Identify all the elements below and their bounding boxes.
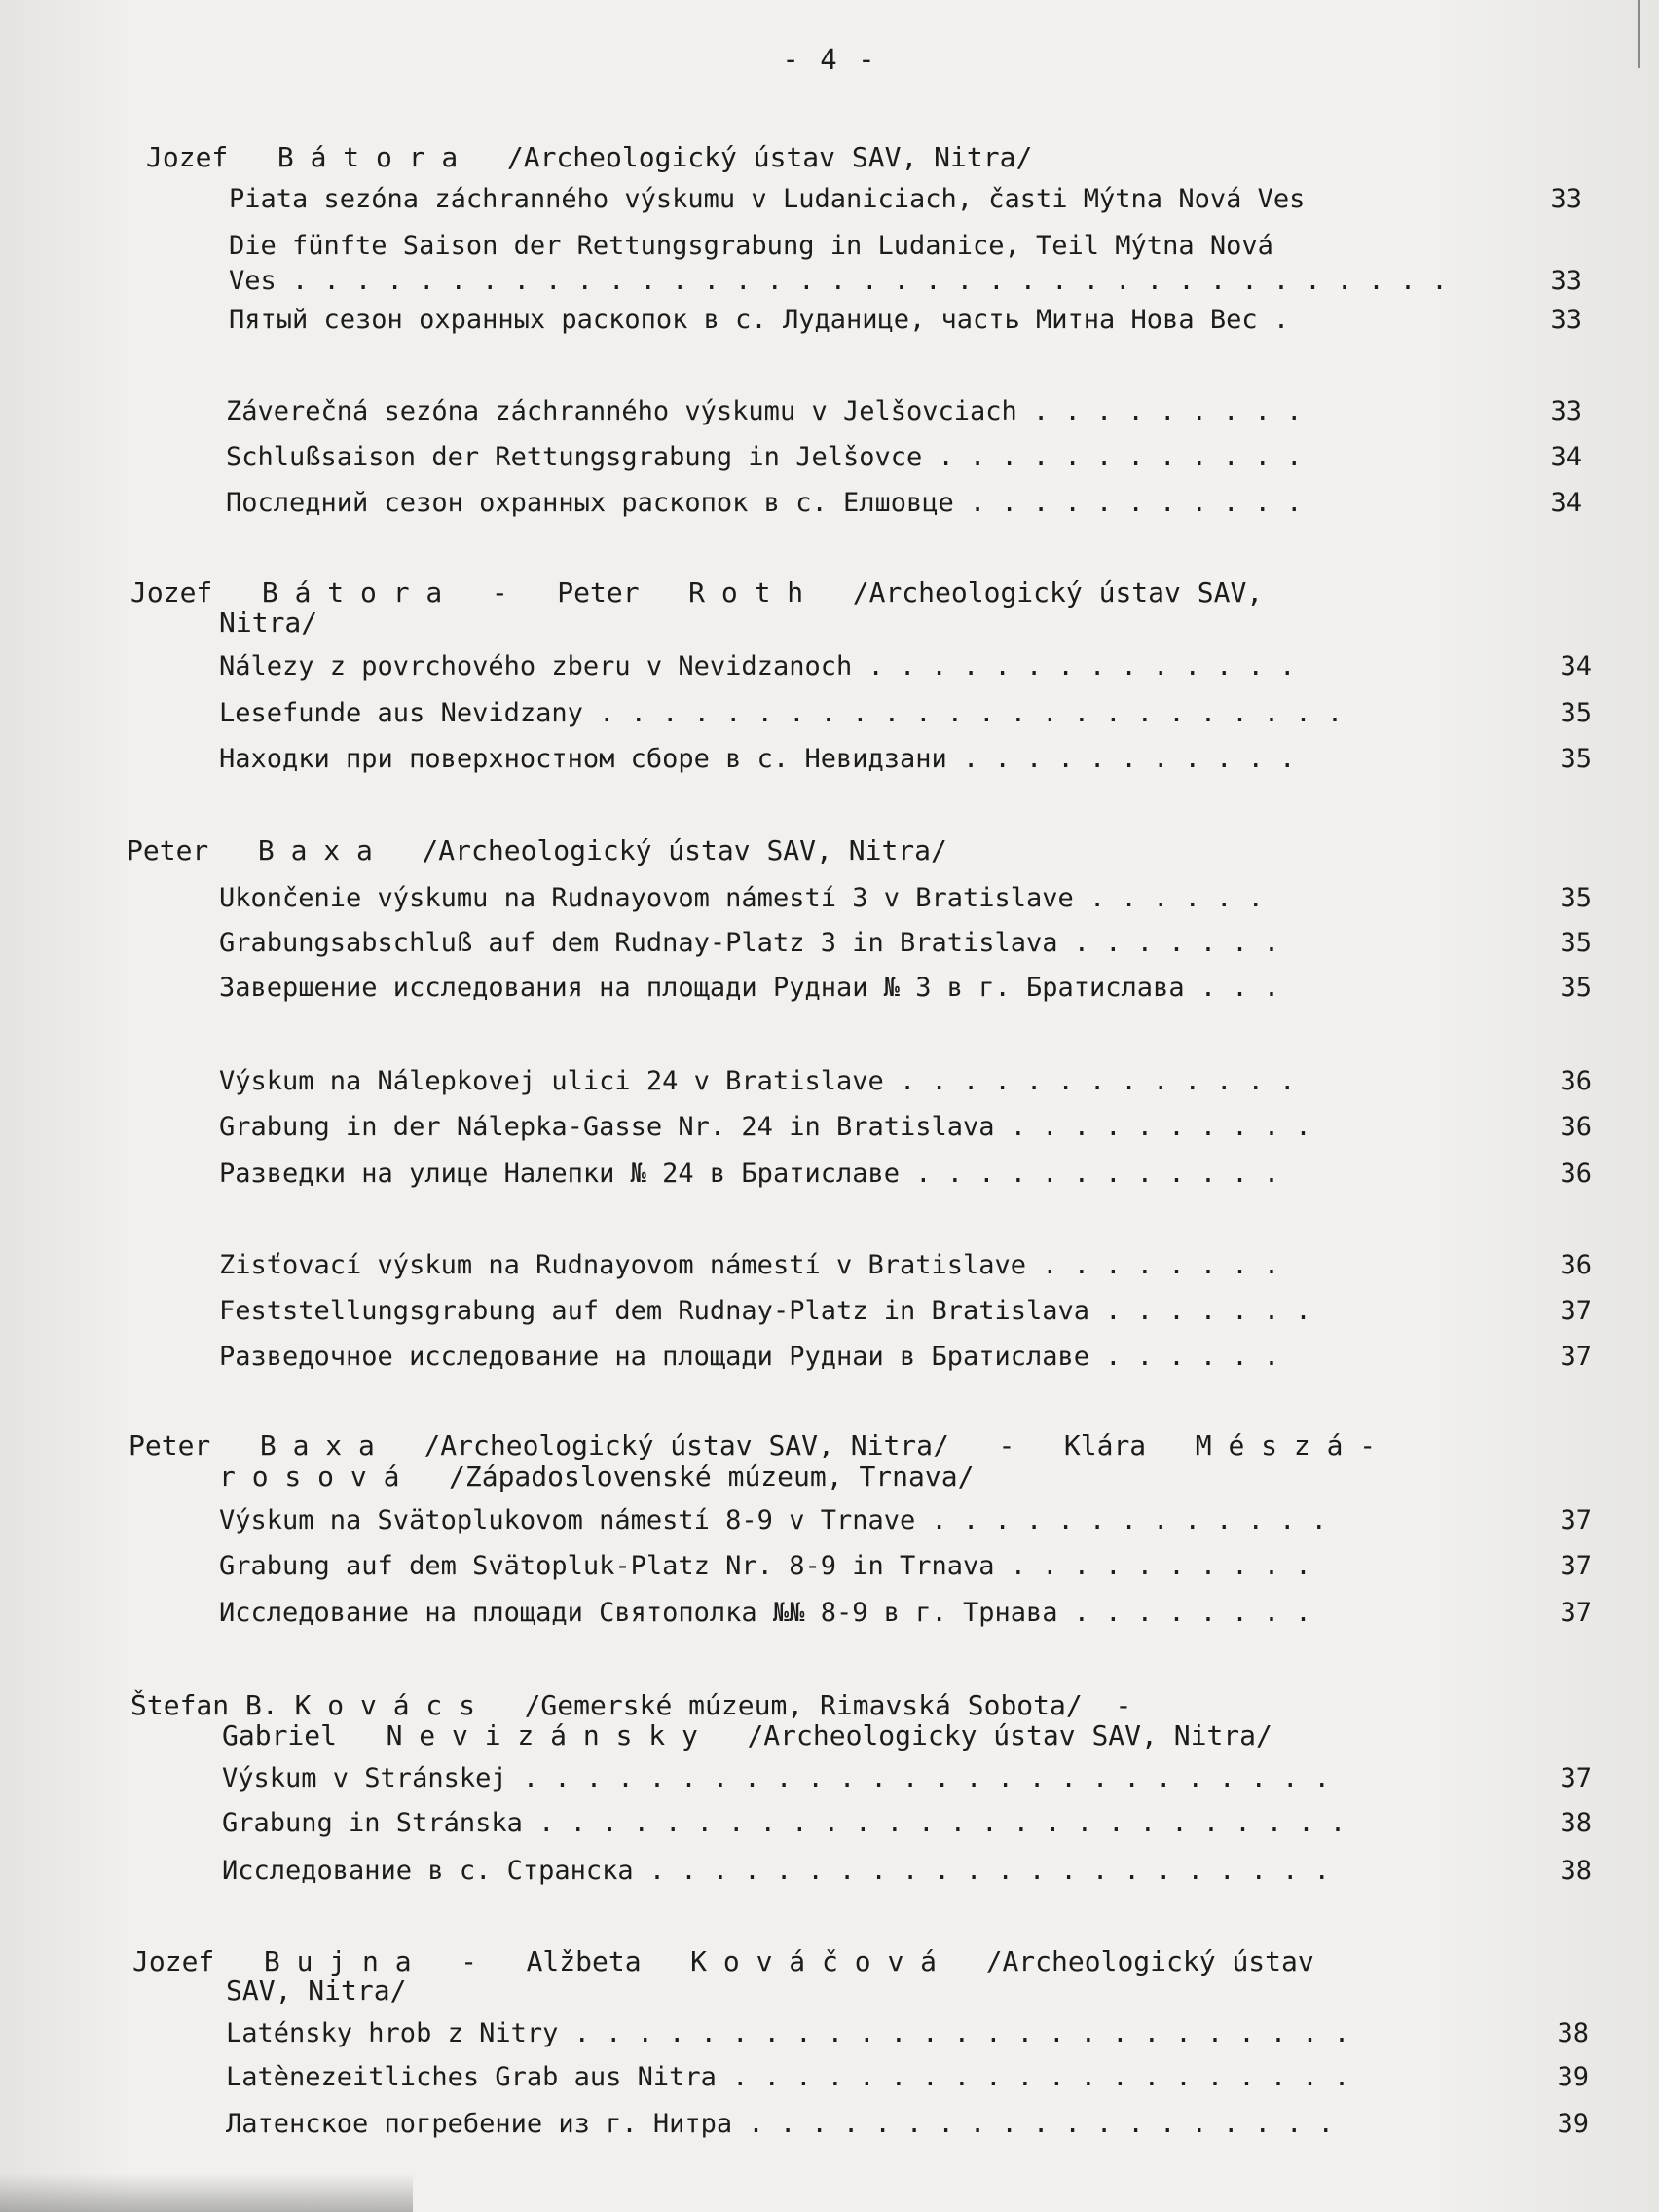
entry-page: 35	[1560, 883, 1592, 913]
toc-entry	[229, 265, 1582, 298]
toc-entry	[219, 1504, 1592, 1537]
entry-page: 33	[1550, 396, 1582, 426]
entry-page: 33	[1550, 305, 1582, 335]
entry-title: Lesefunde aus Nevidzany . . . . . . . . . . . . . . . . . . . . . . . .	[219, 698, 1344, 728]
entry-title: Záverečná sezóna záchranného výskumu v Jelšovciach . . . . . . . . .	[226, 396, 1303, 426]
entry-title: Schlußsaison der Rettungsgrabung in Jelšovce . . . . . . . . . . . .	[226, 442, 1303, 472]
toc-entry	[229, 183, 1582, 216]
entry-title: Ves . . . . . . . . . . . . . . . . . . . . . . . . . . . . . . . . . . . . .	[229, 266, 1448, 296]
toc-entry	[219, 882, 1592, 915]
toc-entry	[219, 1249, 1592, 1282]
entry-page: 39	[1557, 2109, 1589, 2139]
entry-title: Пятый сезон охранных раскопок в с. Луданице, часть Митна Нова Вес .	[229, 305, 1290, 335]
entry-page: 38	[1557, 2018, 1589, 2048]
entry-title: Latènezeitliches Grab aus Nitra . . . . . . . . . . . . . . . . . . . .	[226, 2062, 1350, 2092]
entry-page: 38	[1560, 1808, 1592, 1838]
entry-title: Výskum na Nálepkovej ulici 24 v Bratislave . . . . . . . . . . . . .	[219, 1066, 1296, 1096]
toc-entry	[226, 2061, 1589, 2094]
toc-entry	[219, 1550, 1592, 1583]
entry-page: 39	[1557, 2062, 1589, 2092]
entry-title: Feststellungsgrabung auf dem Rudnay-Platz in Bratislava . . . . . . .	[219, 1296, 1311, 1326]
section-1-author: Jozef B á t o r a /Archeologický ústav SAV, Nitra/	[146, 141, 1033, 173]
entry-page: 38	[1560, 1856, 1592, 1886]
section-2-author-cont: Nitra/	[219, 607, 318, 639]
entry-title: Последний сезон охранных раскопок в с. Елшовце . . . . . . . . . . .	[226, 488, 1303, 518]
entry-title: Výskum v Stránskej . . . . . . . . . . . . . . . . . . . . . . . . . .	[222, 1763, 1330, 1793]
entry-page: 37	[1560, 1551, 1592, 1581]
entry-title: Zisťovací výskum na Rudnayovom námestí v Bratislave . . . . . . . .	[219, 1250, 1280, 1280]
entry-page: 34	[1550, 442, 1582, 472]
toc-entry	[219, 697, 1592, 730]
section-5-author-cont: Gabriel N e v i z á n s k y /Archeologicky ústav SAV, Nitra/	[222, 1719, 1272, 1751]
entry-page: 35	[1560, 928, 1592, 958]
entry-page: 37	[1560, 1505, 1592, 1535]
entry-title: Исследование на площади Святополка №№ 8-9 в г. Трнава . . . . . . . .	[219, 1598, 1311, 1628]
toc-entry	[219, 1597, 1592, 1630]
toc-entry	[226, 2108, 1589, 2141]
section-6-author: Jozef B u j n a - Alžbeta K o v á č o v á /Archeologický ústav	[132, 1945, 1314, 1977]
entry-title: Разведочное исследование на площади Руднаи в Братиславе . . . . . .	[219, 1342, 1280, 1372]
entry-page: 33	[1550, 184, 1582, 214]
entry-title: Латенское погребение из г. Нитра . . . . . . . . . . . . . . . . . . .	[226, 2109, 1334, 2139]
section-5-author: Štefan B. K o v á c s /Gemerské múzeum, Rimavská Sobota/ -	[130, 1689, 1132, 1721]
section-2-author: Jozef B á t o r a - Peter R o t h /Archeologický ústav SAV,	[130, 576, 1264, 608]
entry-page: 34	[1560, 651, 1592, 682]
entry-page: 37	[1560, 1598, 1592, 1628]
entry-title: Nálezy z povrchového zberu v Nevidzanoch . . . . . . . . . . . . . .	[219, 651, 1296, 682]
toc-entry	[219, 972, 1592, 1005]
entry-title: Разведки на улице Налепки № 24 в Братиславе . . . . . . . . . . . .	[219, 1159, 1280, 1189]
entry-title: Laténsky hrob z Nitry . . . . . . . . . . . . . . . . . . . . . . . . .	[226, 2018, 1350, 2048]
toc-entry	[226, 2017, 1589, 2050]
entry-page: 35	[1560, 744, 1592, 774]
entry-page: 35	[1560, 973, 1592, 1003]
entry-title: Grabung auf dem Svätopluk-Platz Nr. 8-9 in Trnava . . . . . . . . . .	[219, 1551, 1311, 1581]
page-number: - 4 -	[782, 43, 877, 76]
toc-entry	[219, 1111, 1592, 1144]
entry-page: 36	[1560, 1250, 1592, 1280]
toc-entry	[219, 1158, 1592, 1191]
entry-title: Grabungsabschluß auf dem Rudnay-Platz 3 in Bratislava . . . . . . .	[219, 928, 1280, 958]
entry-title: Výskum na Svätoplukovom námestí 8-9 v Trnave . . . . . . . . . . . . .	[219, 1505, 1327, 1535]
toc-entry	[219, 1065, 1592, 1098]
entry-title: Завершение исследования на площади Руднаи № 3 в г. Братислава . . .	[219, 973, 1280, 1003]
entry-page: 33	[1550, 266, 1582, 296]
toc-entry	[222, 1807, 1592, 1840]
entry-title: Grabung in Stránska . . . . . . . . . . . . . . . . . . . . . . . . . .	[222, 1808, 1346, 1838]
section-3-author: Peter B a x a /Archeologický ústav SAV, Nitra/	[127, 834, 947, 866]
entry-page: 37	[1560, 1296, 1592, 1326]
entry-page: 34	[1550, 488, 1582, 518]
toc-entry	[219, 650, 1592, 683]
toc-entry	[219, 743, 1592, 776]
entry-title: Исследование в с. Странска . . . . . . . . . . . . . . . . . . . . . .	[222, 1856, 1330, 1886]
entry-page: 36	[1560, 1112, 1592, 1142]
toc-entry	[219, 927, 1592, 960]
entry-title: Die fünfte Saison der Rettungsgrabung in Ludanice, Teil Mýtna Nová	[229, 231, 1273, 261]
toc-entry	[222, 1855, 1592, 1888]
section-4-author-cont: r o s o v á /Západoslovenské múzeum, Trnava/	[219, 1460, 975, 1493]
entry-page: 35	[1560, 698, 1592, 728]
entry-page: 37	[1560, 1342, 1592, 1372]
toc-entry	[226, 441, 1582, 474]
toc-entry	[226, 395, 1582, 428]
toc-entry	[229, 230, 1582, 263]
entry-page: 37	[1560, 1763, 1592, 1793]
entry-title: Находки при поверхностном сборе в с. Невидзани . . . . . . . . . . .	[219, 744, 1296, 774]
entry-page: 36	[1560, 1066, 1592, 1096]
entry-title: Piata sezóna záchranného výskumu v Ludaniciach, časti Mýtna Nová Ves	[229, 184, 1306, 214]
section-6-author-cont: SAV, Nitra/	[226, 1974, 407, 2007]
watermark-strip	[0, 2173, 413, 2212]
toc-entry	[222, 1762, 1592, 1795]
toc-entry	[219, 1341, 1592, 1374]
toc-entry	[226, 487, 1582, 520]
toc-entry	[219, 1295, 1592, 1328]
section-4-author: Peter B a x a /Archeologický ústav SAV, Nitra/ - Klára M é s z á -	[129, 1429, 1377, 1461]
entry-title: Ukončenie výskumu na Rudnayovom námestí 3 v Bratislave . . . . . .	[219, 883, 1264, 913]
entry-title: Grabung in der Nálepka-Gasse Nr. 24 in Bratislava . . . . . . . . . .	[219, 1112, 1311, 1142]
entry-page: 36	[1560, 1159, 1592, 1189]
toc-entry	[229, 304, 1582, 337]
